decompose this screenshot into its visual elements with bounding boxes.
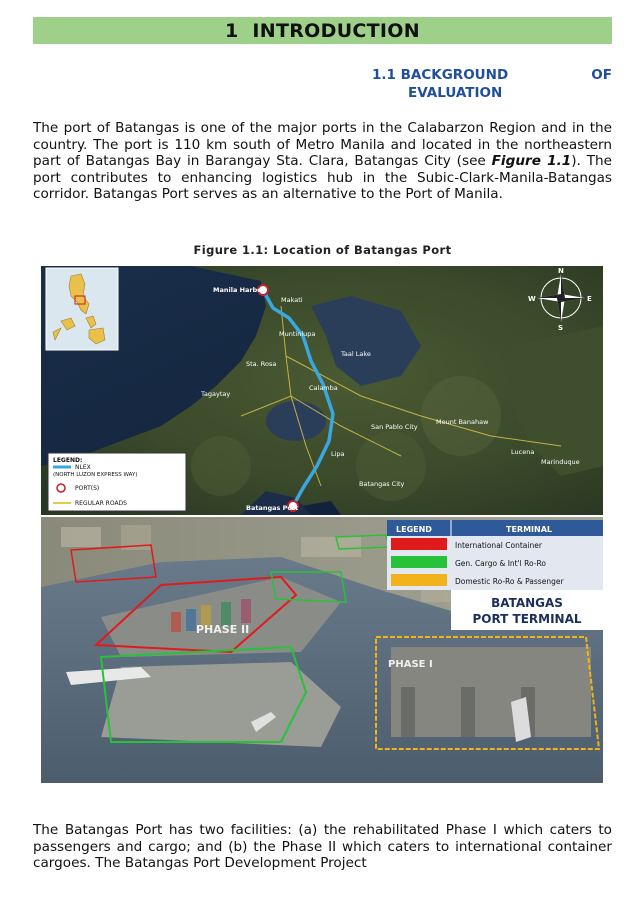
compass-s: S [558,324,564,332]
label-marinduque: Marinduque [541,458,580,466]
photo-title-line2: PORT TERMINAL [472,612,582,626]
label-city-north: Makati [281,296,303,304]
legend-port-label: PORT(S) [75,485,100,492]
chapter-title: INTRODUCTION [252,19,420,42]
intro-paragraph [33,120,612,203]
section-title-line2: EVALUATION [408,85,503,101]
legend-swatch-domestic [391,574,447,586]
legend-row-domestic: Domestic Ro-Ro & Passenger [455,577,564,586]
label-san-pablo: San Pablo City [371,423,418,431]
label-lipa: Lipa [331,450,345,458]
port-terminal-photo [41,517,603,783]
section-title-of: OF [591,67,612,83]
lake-taal [266,401,326,441]
label-lucena: Lucena [511,448,535,456]
compass-e: E [587,295,592,303]
label-mt-banahaw: Mount Banahaw [436,418,489,426]
chapter-heading-bar [33,17,612,44]
section-title-line1: BACKGROUND [400,67,509,83]
legend-row-international: International Container [455,541,542,550]
label-batangas-port: Batangas Port [246,504,299,512]
inset-philippines-map [46,268,118,350]
figure-reference: Figure 1.1 [491,153,572,170]
legend-port-icon [57,484,65,492]
figure-caption: Figure 1.1: Location of Batangas Port [193,243,452,257]
legend-title: LEGEND: [53,457,83,464]
legend-nlex-sub: (NORTH LUZON EXPRESS WAY) [53,472,138,478]
label-phase1: PHASE I [388,659,433,670]
facilities-paragraph: The Batangas Port has two facilities: (a) the rehabilitated Phase I which caters to passengers and cargo; and (b) the Phase II which caters to international container cargoes. The Batangas Port Development Project [33,822,612,872]
legend-nlex-label: NLEX [75,464,91,471]
legend-swatch-gen-cargo [391,556,447,568]
label-calamba: Calamba [309,384,338,392]
intro-text-a: The port of Batangas is one of the major ports in the Calabarzon Region and in the country. The port is 110 km south of Metro Manila and located in the northeastern part of Batangas Bay in Barangay Sta. Clara, Batangas City (see [33,120,612,170]
section-heading [372,66,612,102]
section-number: 1.1 [372,67,396,83]
label-tagaytay: Tagaytay [201,390,231,398]
compass-w: W [528,295,536,303]
terminal-header: TERMINAL [506,525,553,534]
intro-text-b: ). The port contributes to enhancing logistics hub in the Subic-Clark-Manila-Batangas corridor. Batangas Port serves as an alternative to the Port of Manila. [33,153,612,203]
label-sta-rosa: Sta. Rosa [246,360,277,368]
legend-road-label: REGULAR ROADS [75,500,127,507]
label-manila-harbor: Manila Harbor [213,286,265,294]
map-legend [48,453,186,511]
label-lake: Taal Lake [341,350,371,358]
legend-swatch-international [391,538,447,550]
label-phase2: PHASE II [196,623,250,636]
photo-title-line1: BATANGAS [491,596,563,610]
location-map [41,266,603,515]
label-muntinlupa: Muntinlupa [279,330,316,338]
chapter-number: 1 [225,19,239,42]
label-batangas-city: Batangas City [359,480,405,488]
legend-header: LEGEND [396,525,432,534]
compass-n: N [558,267,564,275]
legend-row-gen-cargo: Gen. Cargo & Int'l Ro-Ro [455,559,546,568]
